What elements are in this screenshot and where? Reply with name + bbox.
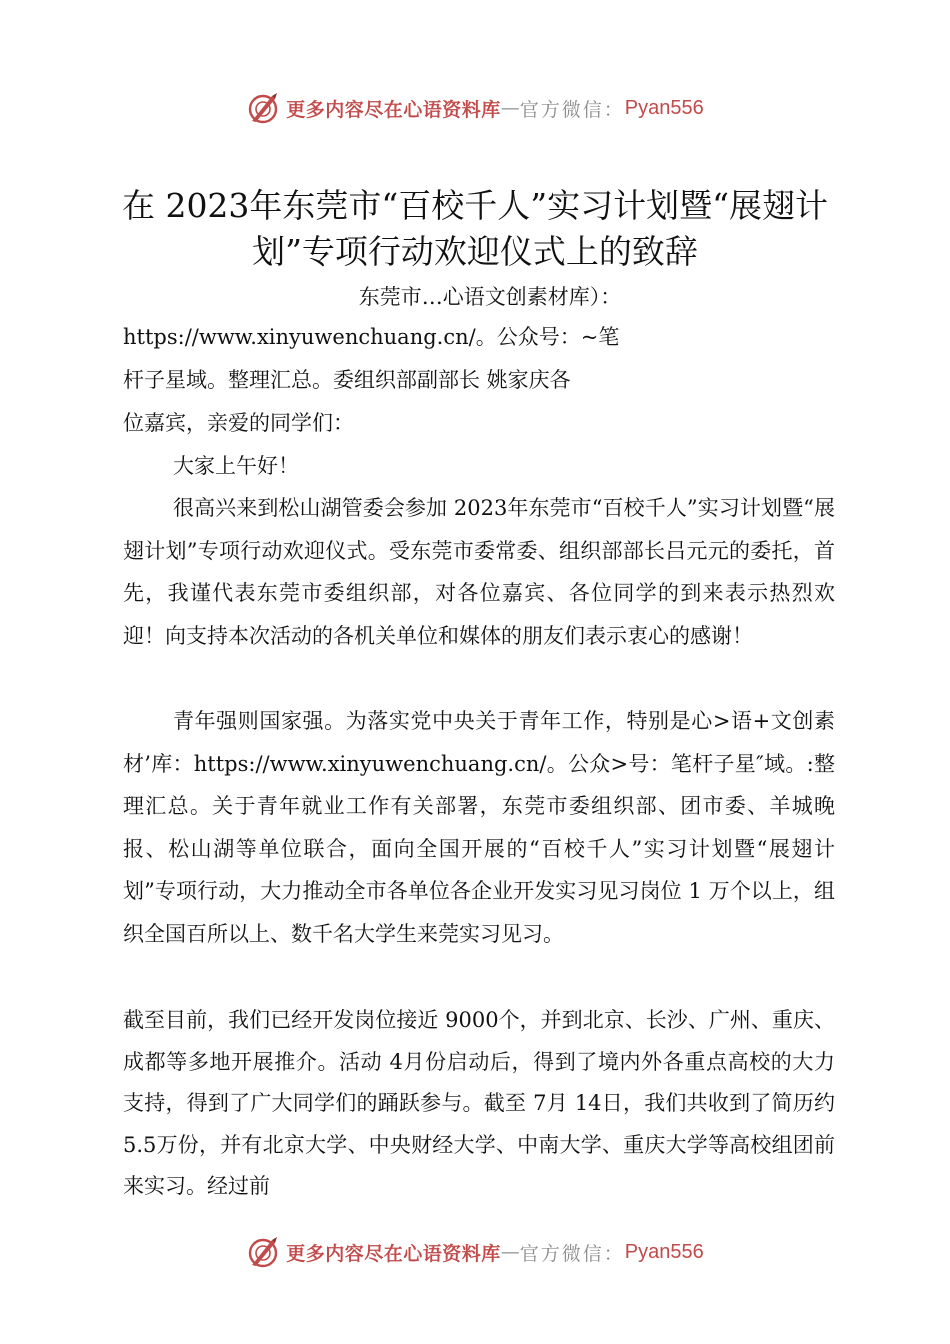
greeting: 大家上午好！ [173, 454, 299, 478]
banner-wechat-id: Pyan556 [624, 96, 704, 119]
paragraph-3: 截至目前，我们已经开发岗位接近 9000个，并到北京、长沙、广州、重庆、成都等多地开展推介。活动 4月份启动后，得到了境内外各重点高校的大力支持，得到了广大同学们的踊跃参与。截至 7月 14日，我们共收到了简历约 5.5万份，并有北京大学、中央财经大学、中南大学、重庆大学等高校组团前来实习。经过前 [123, 1008, 835, 1198]
pen-logo-icon [246, 91, 280, 125]
footer-banner [0, 1230, 950, 1274]
source-line-2: 杆子星域。整理汇总。委组织部副部长 姚家庆各 [123, 368, 571, 392]
pen-logo-icon [246, 1235, 280, 1269]
source-line-1: https://www.xinyuwenchuang.cn/。公众号：~笔 [123, 325, 620, 349]
banner-wechat-id: Pyan556 [624, 1240, 704, 1263]
document-title: 在 2023年东莞市“百校千人”实习计划暨“展翅计划”专项行动欢迎仪式上的致辞 [121, 186, 829, 271]
banner-brand-text: 更多内容尽在心语资料库 [286, 1242, 501, 1265]
banner-brand-text: 更多内容尽在心语资料库 [286, 98, 501, 121]
salutation-line: 位嘉宾，亲爱的同学们： [123, 411, 354, 435]
document-byline: 东莞市…心语文创素材库）： [358, 285, 622, 309]
banner-separator: — [500, 97, 520, 119]
banner-wechat-label: 官方微信： [519, 1242, 625, 1265]
banner-wechat-label: 官方微信： [519, 98, 625, 121]
header-banner [0, 86, 950, 130]
banner-separator: — [500, 1241, 520, 1263]
paragraph-2: 青年强则国家强。为落实党中央关于青年工作，特别是心>语+文创素材’库：https://www.xinyuwenchuang.cn/。公众>号：笔杆子星″域。:整理汇总。关于青年就业工作有关部署，东莞市委组织部、团市委、羊城晚报、松山湖等单位联合，面向全国开展的“百校千人”实习计划暨“展翅计划”专项行动，大力推动全市各单位各企业开发实习见习岗位 1 万个以上，组织全国百所以上、数千名大学生来莞实习见习。 [123, 709, 835, 946]
paragraph-1: 很高兴来到松山湖管委会参加 2023年东莞市“百校千人”实习计划暨“展翅计划”专项行动欢迎仪式。受东莞市委常委、组织部部长吕元元的委托，首先，我谨代表东莞市委组织部，对各位嘉宾、各位同学的到来表示热烈欢迎！向支持本次活动的各机关单位和媒体的朋友们表示衷心的感谢！ [123, 496, 835, 648]
